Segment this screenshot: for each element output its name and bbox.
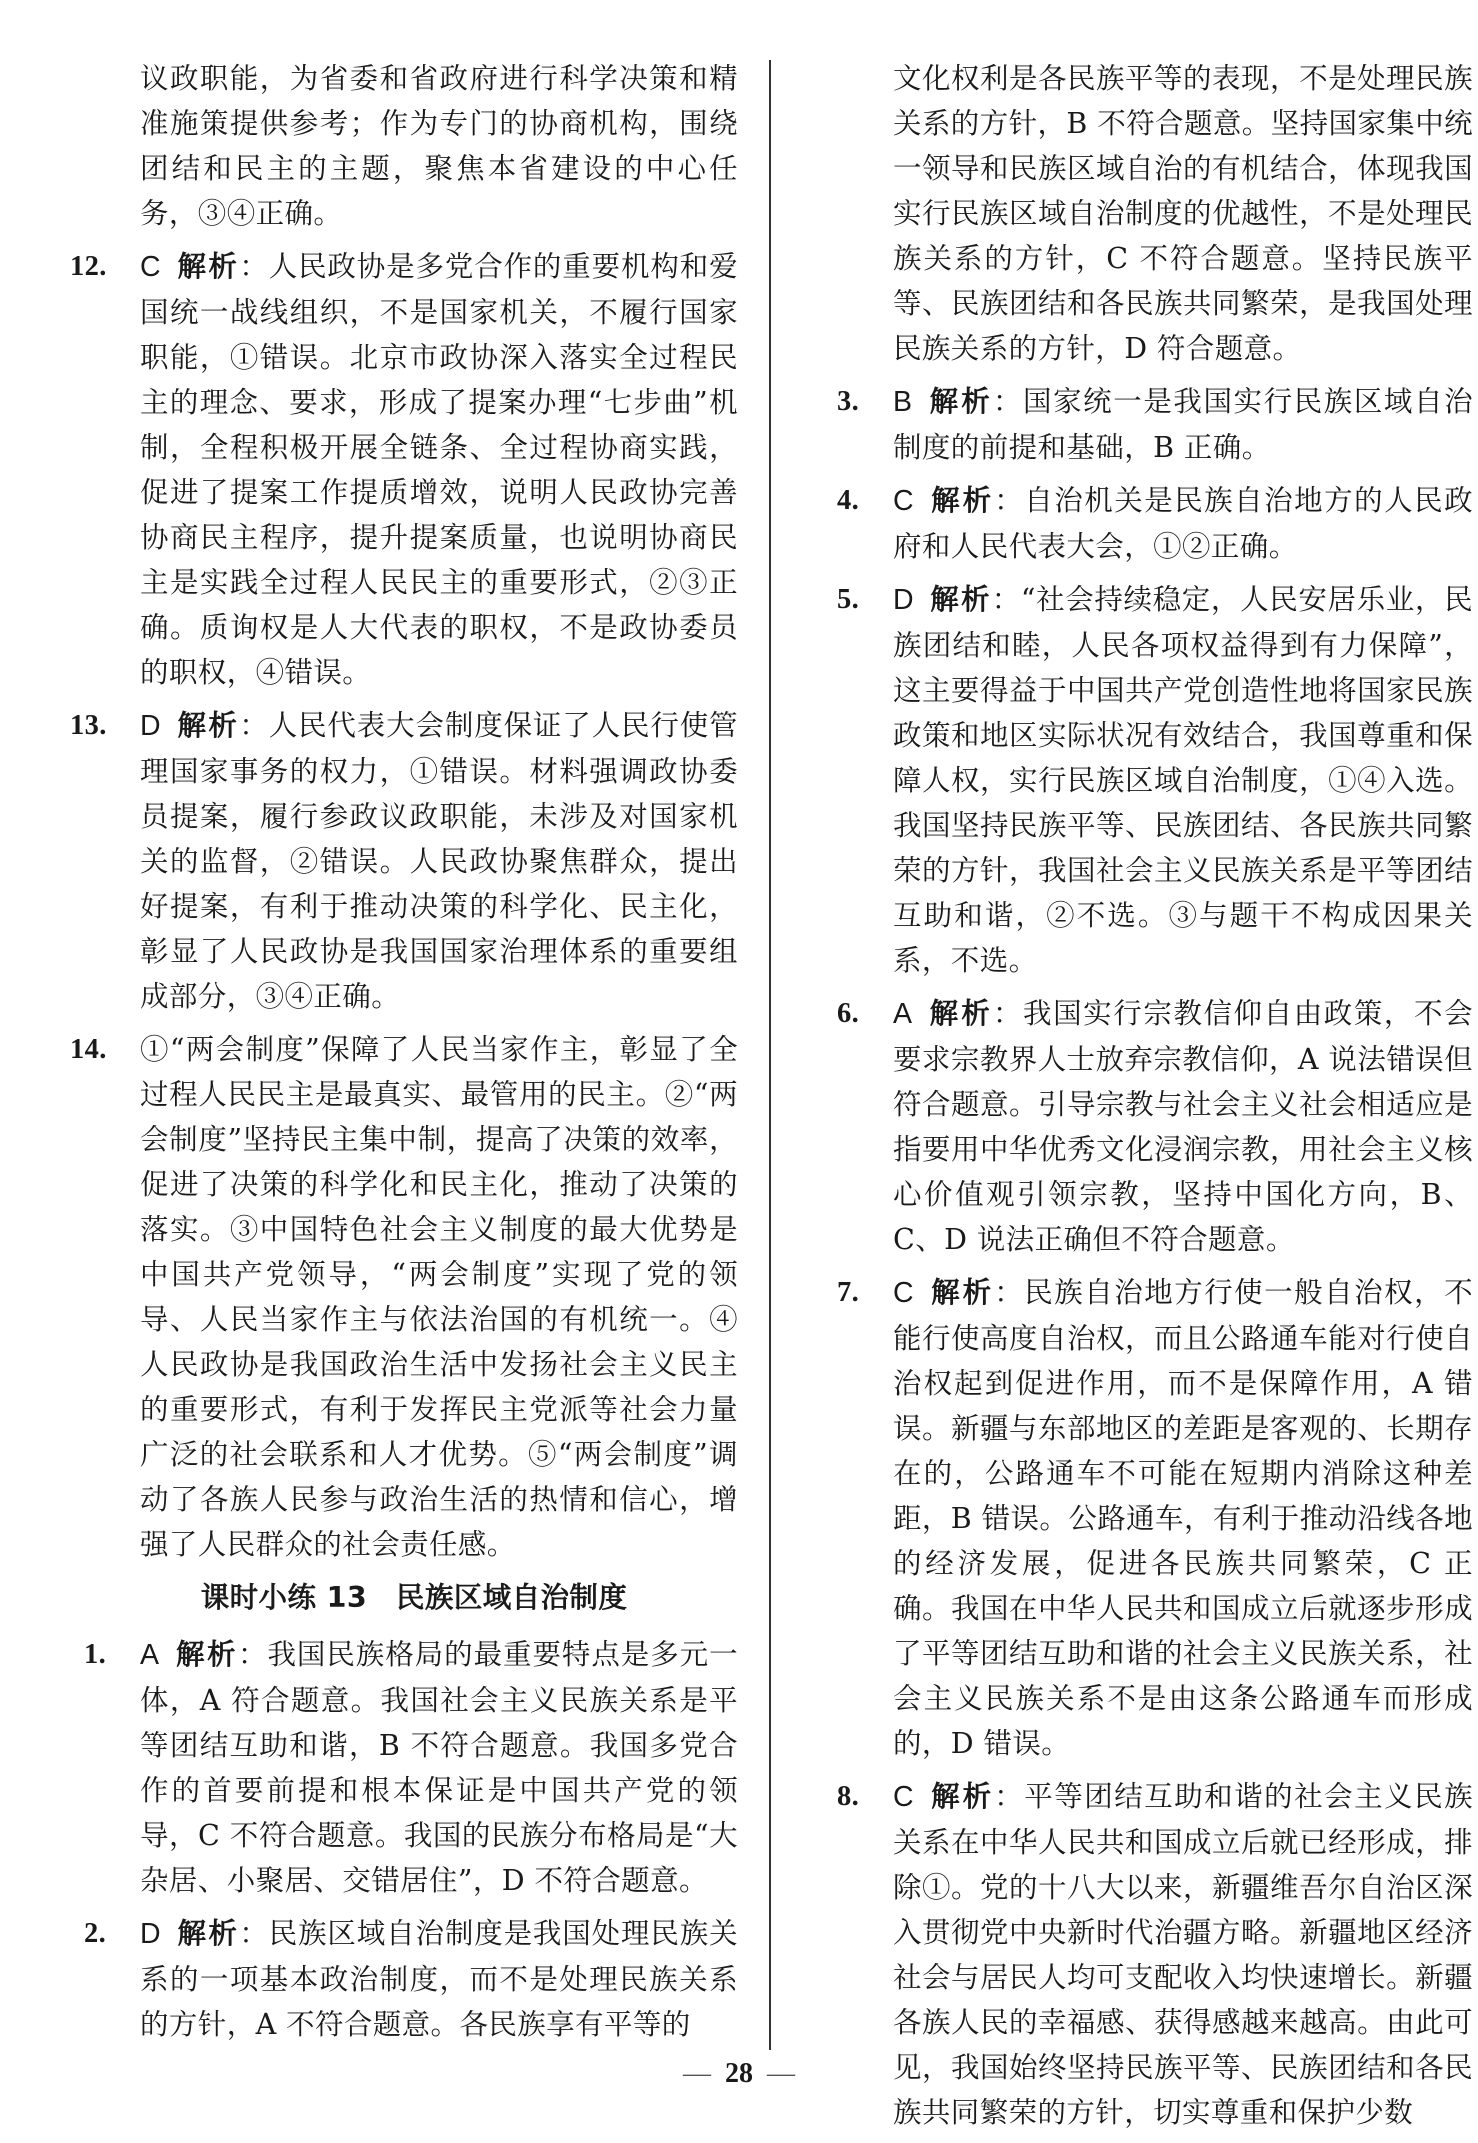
section-question-2-label: 解析: [176, 1916, 240, 1950]
footer-dash-left: —: [683, 2058, 711, 2089]
section-question-1-number: 1.: [84, 1639, 107, 1670]
question-12-number: 12.: [70, 251, 107, 282]
section-question-3-answer: B: [893, 386, 913, 418]
column-divider: [769, 60, 771, 2050]
section-question-4-answer: C: [893, 485, 914, 517]
question-12-label: 解析: [176, 249, 240, 283]
section-question-7: [823, 1270, 1473, 1766]
section-question-6-text: ：我国实行宗教信仰自由政策，不会要求宗教界人士放弃宗教信仰，A 说法错误但符合题意。引导宗教与社会主义社会相适应是指要用中华优秀文化浸润宗教，用社会主义核心价值观引领宗教，坚持中国化方向，B、C、D 说法正确但不符合题意。: [893, 997, 1473, 1256]
section-question-4-label: 解析: [929, 483, 995, 517]
question-12-answer: C: [140, 251, 161, 283]
right-continuation: [823, 56, 1473, 371]
left-column: [70, 56, 738, 2055]
section-question-6: [823, 991, 1473, 1262]
section-question-2: [70, 1911, 738, 2047]
section-question-3-text: ：国家统一是我国实行民族区域自治制度的前提和基础，B 正确。: [893, 385, 1473, 464]
section-question-8-text: ：平等团结互助和谐的社会主义民族关系在中华人民共和国成立后就已经形成，排除①。党的十八大以来，新疆维吾尔自治区深入贯彻党中央新时代治疆方略。新疆地区经济社会与居民人均可支配收入均快速增长。新疆各族人民的幸福感、获得感越来越高。由此可见，我国始终坚持民族平等、民族团结和各民族共同繁荣的方针，切实尊重和保护少数: [893, 1780, 1473, 2129]
question-14-text: ①“两会制度”保障了人民当家作主，彰显了全过程人民民主是最真实、最管用的民主。②“两会制度”坚持民主集中制，提高了决策的效率，促进了决策的科学化和民主化，推动了决策的落实。③中国特色社会主义制度的最大优势是中国共产党领导，“两会制度”实现了党的领导、人民当家作主与依法治国的有机统一。④人民政协是我国政治生活中发扬社会主义民主的重要形式，有利于发挥民主党派等社会力量广泛的社会联系和人才优势。⑤“两会制度”调动了各族人民参与政治生活的热情和信心，增强了人民群众的社会责任感。: [140, 1033, 738, 1561]
page-footer: [0, 2058, 1478, 2090]
question-13-label: 解析: [176, 708, 240, 742]
footer-dash-right: —: [767, 2058, 795, 2089]
section-question-1: [70, 1632, 738, 1903]
section-question-2-number: 2.: [84, 1918, 107, 1949]
right-continuation-text: 文化权利是各民族平等的表现，不是处理民族关系的方针，B 不符合题意。坚持国家集中统一领导和民族区域自治的有机结合，体现我国实行民族区域自治制度的优越性，不是处理民族关系的方针，C 不符合题意。坚持民族平等、民族团结和各民族共同繁荣，是我国处理民族关系的方针，D 符合题意。: [893, 62, 1473, 365]
section-question-5-answer: D: [893, 584, 914, 616]
section-question-7-answer: C: [893, 1277, 914, 1309]
section-question-3: [823, 379, 1473, 470]
section-question-6-answer: A: [893, 998, 913, 1030]
question-13-text: ：人民代表大会制度保证了人民行使管理国家事务的权力，①错误。材料强调政协委员提案，履行参政议政职能，未涉及对国家机关的监督，②错误。人民政协聚焦群众，提出好提案，有利于推动决策的科学化、民主化，彰显了人民政协是我国国家治理体系的重要组成部分，③④正确。: [140, 709, 738, 1013]
section-question-8-number: 8.: [837, 1781, 860, 1812]
question-12-text: ：人民政协是多党合作的重要机构和爱国统一战线组织，不是国家机关，不履行国家职能，①错误。北京市政协深入落实全过程民主的理念、要求，形成了提案办理“七步曲”机制，全程积极开展全链条、全过程协商实践，促进了提案工作提质增效，说明人民政协完善协商民主程序，提升提案质量，也说明协商民主是实践全过程人民民主的重要形式，②③正确。质询权是人大代表的职权，不是政协委员的职权，④错误。: [140, 250, 738, 689]
section-question-3-label: 解析: [928, 384, 993, 418]
question-13-answer: D: [140, 710, 161, 742]
section-question-7-text: ：民族自治地方行使一般自治权，不能行使高度自治权，而且公路通车能对行使自治权起到促进作用，而不是保障作用，A 错误。新疆与东部地区的差距是客观的、长期存在的，公路通车不可能在短期内消除这种差距，B 错误。公路通车，有利于推动沿线各地的经济发展，促进各民族共同繁荣，C 正确。我国在中华人民共和国成立后就逐步形成了平等团结互助和谐的社会主义民族关系，社会主义民族关系不是由这条公路通车而形成的，D 错误。: [893, 1276, 1473, 1760]
question-13-number: 13.: [70, 710, 107, 741]
section-question-4-text: ：自治机关是民族自治地方的人民政府和人民代表大会，①②正确。: [893, 484, 1473, 563]
section-question-7-label: 解析: [929, 1275, 995, 1309]
left-continuation: [70, 56, 738, 236]
question-14: [70, 1027, 738, 1567]
section-question-5-text: ：“社会持续稳定，人民安居乐业，民族团结和睦，人民各项权益得到有力保障”，这主要得益于中国共产党创造性地将国家民族政策和地区实际状况有效结合，我国尊重和保障人权，实行民族区域自治制度，①④入选。我国坚持民族平等、民族团结、各民族共同繁荣的方针，我国社会主义民族关系是平等团结互助和谐，②不选。③与题干不构成因果关系，不选。: [893, 583, 1473, 977]
section-question-4-number: 4.: [837, 485, 860, 516]
section-question-6-number: 6.: [837, 998, 860, 1029]
section-question-5-number: 5.: [837, 584, 860, 615]
section-question-2-answer: D: [140, 1918, 161, 1950]
page-number: 28: [725, 2058, 753, 2089]
question-13: [70, 703, 738, 1019]
left-intro-text: 议政职能，为省委和省政府进行科学决策和精准施策提供参考；作为专门的协商机构，围绕团结和民主的主题，聚焦本省建设的中心任务，③④正确。: [140, 62, 738, 230]
section-question-5: [823, 577, 1473, 983]
question-14-number: 14.: [70, 1034, 107, 1065]
section-question-4: [823, 478, 1473, 569]
section-question-1-label: 解析: [175, 1637, 239, 1671]
section-question-8-label: 解析: [929, 1779, 995, 1813]
section-question-1-text: ：我国民族格局的最重要特点是多元一体，A 符合题意。我国社会主义民族关系是平等团结互助和谐，B 不符合题意。我国多党合作的首要前提和根本保证是中国共产党的领导，C 不符合题意。我国的民族分布格局是“大杂居、小聚居、交错居住”，D 不符合题意。: [140, 1638, 738, 1897]
section-title: 课时小练 13 民族区域自治制度: [200, 1581, 628, 1614]
section-question-2-text: ：民族区域自治制度是我国处理民族关系的一项基本政治制度，而不是处理民族关系的方针，A 不符合题意。各民族享有平等的: [140, 1917, 738, 2041]
section-question-3-number: 3.: [837, 386, 860, 417]
section-question-6-label: 解析: [928, 996, 993, 1030]
section-question-1-answer: A: [140, 1639, 160, 1671]
right-column: [823, 56, 1473, 2143]
question-12: [70, 244, 738, 695]
section-question-7-number: 7.: [837, 1277, 860, 1308]
section-question-8-answer: C: [893, 1781, 914, 1813]
section-question-5-label: 解析: [929, 582, 992, 616]
